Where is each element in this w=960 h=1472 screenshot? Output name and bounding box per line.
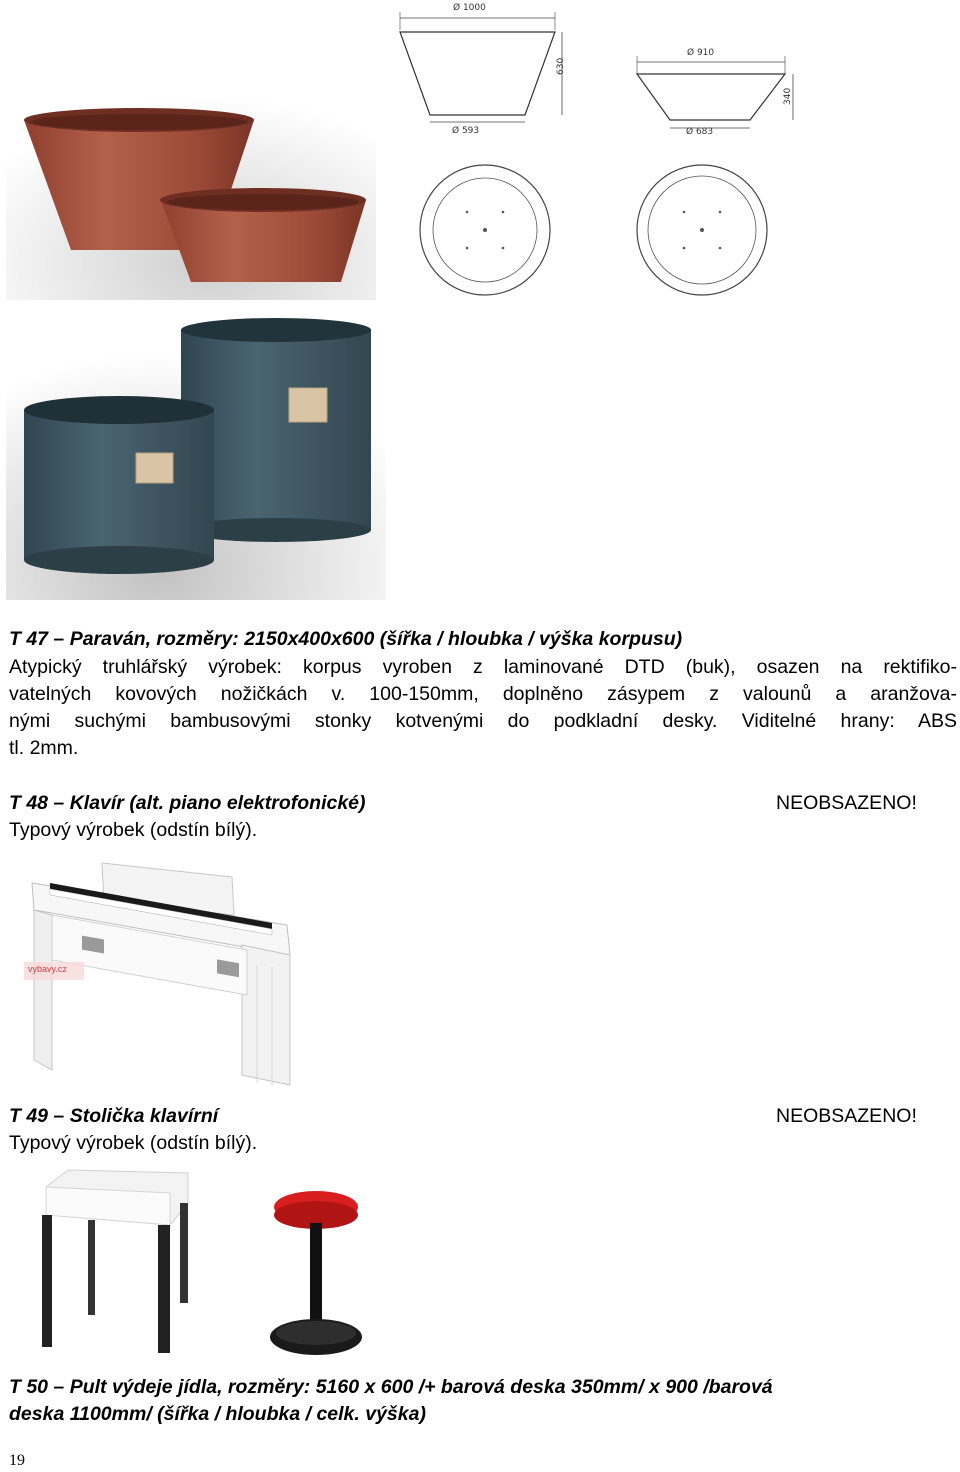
t50-heading-line-2: deska 1100mm/ (šířka / hloubka / celk. výška) xyxy=(9,1403,426,1425)
small-pot-drawing xyxy=(625,50,805,150)
terracotta-planters-photo xyxy=(6,60,376,300)
t47-line-4: tl. 2mm. xyxy=(9,737,79,759)
large-pot-drawing xyxy=(390,0,570,140)
piano-watermark-text: vybavy.cz xyxy=(28,964,67,974)
small-pot-top-view xyxy=(632,160,772,300)
large-pot-top-dim: Ø 1000 xyxy=(453,3,486,13)
large-pot-height-dim: 630 xyxy=(556,57,566,75)
t47-heading: T 47 – Paraván, rozměry: 2150x400x600 (šířka / hloubka / výška korpusu) xyxy=(9,628,683,650)
page-number: 19 xyxy=(9,1452,25,1469)
small-pot-bottom-dim: Ø 683 xyxy=(686,127,714,137)
t49-status: NEOBSAZENO! xyxy=(776,1105,917,1127)
t47-line-1: Atypický truhlářský výrobek: korpus vyroben z laminované DTD (buk), osazen na rektifiko- xyxy=(9,656,957,678)
t47-line-3: nými suchými bambusovými stonky kotvenými do podkladní desky. Viditelné hrany: ABS xyxy=(9,710,957,732)
t48-heading: T 48 – Klavír (alt. piano elektrofonické) xyxy=(9,792,366,814)
slate-planters-photo xyxy=(6,310,386,600)
white-piano-stool-photo xyxy=(38,1165,193,1360)
large-pot-top-view xyxy=(415,160,555,300)
t47-line-2: vatelných kovových nožičkách v. 100-150mm, doplněno zásypem z valounů a aranžova- xyxy=(9,683,957,705)
red-stool-photo xyxy=(268,1185,368,1360)
t48-description: Typový výrobek (odstín bílý). xyxy=(9,819,258,841)
t48-status: NEOBSAZENO! xyxy=(776,792,917,814)
t49-description: Typový výrobek (odstín bílý). xyxy=(9,1132,258,1154)
t49-heading: T 49 – Stolička klavírní xyxy=(9,1105,219,1127)
small-pot-height-dim: 340 xyxy=(783,87,793,105)
small-pot-top-dim: Ø 910 xyxy=(687,48,715,58)
large-pot-bottom-dim: Ø 593 xyxy=(452,126,480,136)
t50-heading-line-1: T 50 – Pult výdeje jídla, rozměry: 5160 x 600 /+ barová deska 350mm/ x 900 /barová xyxy=(9,1376,773,1398)
